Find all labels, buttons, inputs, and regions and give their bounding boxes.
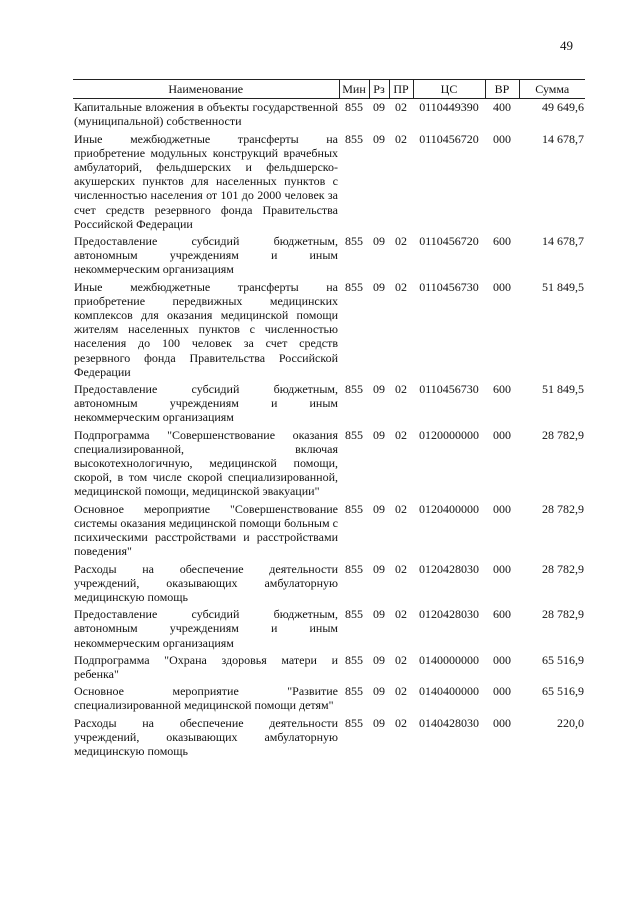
table-row — [73, 501, 585, 561]
table-row — [73, 606, 585, 652]
table-row — [73, 561, 585, 607]
cell-min: 855 — [345, 501, 363, 516]
cell-name: Иные межбюджетные трансферты на приобретение передвижных медицинских комплексов для оказания медицинской помощи жителям населенных пунктов с численностью населения до 100 человек за счет средств резервного фонда Правительства Российской Федерации — [74, 279, 338, 379]
header-name: Наименование — [73, 80, 339, 99]
header-sum: Сумма — [519, 80, 585, 99]
cell-min: 855 — [345, 684, 363, 699]
cell-rz: 09 — [373, 501, 385, 516]
cell-rz: 09 — [373, 382, 385, 397]
cell-cs: 0140400000 — [419, 684, 479, 699]
table-row — [73, 279, 585, 381]
cell-vr: 400 — [493, 100, 511, 115]
cell-vr: 000 — [493, 279, 511, 294]
cell-pr: 02 — [395, 501, 407, 516]
header-vr: ВР — [485, 80, 519, 99]
cell-vr: 600 — [493, 382, 511, 397]
cell-name: Иные межбюджетные трансферты на приобретение модульных конструкций врачебных амбулаторий, фельдшерских и фельдшерско-акушерских пунктов для населенных пунктов с численностью населения от 101 до 2000 человек за счет средств резервного фонда Правительства Российской Федерации — [74, 131, 338, 231]
cell-rz: 09 — [373, 234, 385, 249]
cell-cs: 0110456720 — [419, 234, 479, 249]
cell-cs: 0140428030 — [419, 715, 479, 730]
cell-min: 855 — [345, 100, 363, 115]
cell-name: Подпрограмма "Охрана здоровья матери и ребенка" — [74, 652, 338, 681]
cell-sum: 28 782,9 — [542, 427, 584, 442]
cell-name: Подпрограмма "Совершенствование оказания специализированной, включая высокотехнологичную, медицинской помощи, скорой, в том числе скорой специализированной, медицинской помощи, медицинской эвакуации" — [74, 427, 338, 499]
cell-name: Основное мероприятие "Совершенствование системы оказания медицинской помощи больным с психическими расстройствами и расстройствами поведения" — [74, 501, 338, 559]
table-header-row — [73, 80, 585, 99]
cell-cs: 0120000000 — [419, 427, 479, 442]
cell-min: 855 — [345, 561, 363, 576]
cell-vr: 600 — [493, 234, 511, 249]
cell-pr: 02 — [395, 652, 407, 667]
cell-sum: 28 782,9 — [542, 607, 584, 622]
cell-cs: 0110456730 — [419, 279, 479, 294]
cell-sum: 220,0 — [557, 715, 584, 730]
cell-pr: 02 — [395, 234, 407, 249]
cell-pr: 02 — [395, 279, 407, 294]
page-number: 49 — [560, 38, 573, 53]
cell-cs: 0120400000 — [419, 501, 479, 516]
cell-name: Расходы на обеспечение деятельности учреждений, оказывающих амбулаторную медицинскую помощь — [74, 715, 338, 758]
cell-sum: 28 782,9 — [542, 561, 584, 576]
cell-vr: 000 — [493, 652, 511, 667]
cell-vr: 600 — [493, 607, 511, 622]
table-row — [73, 233, 585, 279]
cell-sum: 14 678,7 — [542, 131, 584, 146]
cell-name: Предоставление субсидий бюджетным, автономным учреждениям и иным некоммерческим организациям — [74, 382, 338, 425]
table-row — [73, 427, 585, 501]
cell-pr: 02 — [395, 131, 407, 146]
budget-table — [73, 79, 585, 760]
cell-min: 855 — [345, 652, 363, 667]
cell-name: Предоставление субсидий бюджетным, автономным учреждениям и иным некоммерческим организациям — [74, 607, 338, 650]
cell-pr: 02 — [395, 561, 407, 576]
cell-rz: 09 — [373, 607, 385, 622]
cell-vr: 000 — [493, 501, 511, 516]
cell-vr: 000 — [493, 715, 511, 730]
table-row — [73, 652, 585, 683]
table-row — [73, 683, 585, 714]
cell-rz: 09 — [373, 684, 385, 699]
cell-cs: 0110456730 — [419, 382, 479, 397]
cell-cs: 0120428030 — [419, 607, 479, 622]
cell-cs: 0110456720 — [419, 131, 479, 146]
cell-rz: 09 — [373, 427, 385, 442]
header-rz: Рз — [369, 80, 389, 99]
cell-cs: 0110449390 — [419, 100, 479, 115]
cell-sum: 28 782,9 — [542, 501, 584, 516]
cell-cs: 0140000000 — [419, 652, 479, 667]
cell-min: 855 — [345, 607, 363, 622]
cell-rz: 09 — [373, 561, 385, 576]
cell-pr: 02 — [395, 607, 407, 622]
cell-vr: 000 — [493, 131, 511, 146]
cell-pr: 02 — [395, 427, 407, 442]
cell-vr: 000 — [493, 684, 511, 699]
table-row — [73, 715, 585, 761]
cell-name: Капитальные вложения в объекты государственной (муниципальной) собственности — [74, 100, 338, 129]
cell-name: Предоставление субсидий бюджетным, автономным учреждениям и иным некоммерческим организациям — [74, 234, 338, 277]
cell-sum: 65 516,9 — [542, 684, 584, 699]
cell-pr: 02 — [395, 715, 407, 730]
cell-vr: 000 — [493, 427, 511, 442]
cell-sum: 14 678,7 — [542, 234, 584, 249]
cell-pr: 02 — [395, 684, 407, 699]
cell-rz: 09 — [373, 131, 385, 146]
cell-rz: 09 — [373, 279, 385, 294]
cell-sum: 51 849,5 — [542, 382, 584, 397]
header-min: Мин — [339, 80, 369, 99]
cell-rz: 09 — [373, 715, 385, 730]
cell-min: 855 — [345, 131, 363, 146]
cell-min: 855 — [345, 382, 363, 397]
cell-pr: 02 — [395, 100, 407, 115]
cell-sum: 51 849,5 — [542, 279, 584, 294]
cell-rz: 09 — [373, 100, 385, 115]
cell-vr: 000 — [493, 561, 511, 576]
cell-pr: 02 — [395, 382, 407, 397]
table-row — [73, 131, 585, 233]
cell-min: 855 — [345, 715, 363, 730]
cell-sum: 49 649,6 — [542, 100, 584, 115]
header-pr: ПР — [389, 80, 413, 99]
cell-name: Основное мероприятие "Развитие специализированной медицинской помощи детям" — [74, 684, 338, 713]
table-row — [73, 381, 585, 427]
table-row — [73, 99, 585, 131]
header-cs: ЦС — [413, 80, 485, 99]
cell-cs: 0120428030 — [419, 561, 479, 576]
cell-rz: 09 — [373, 652, 385, 667]
cell-min: 855 — [345, 427, 363, 442]
cell-sum: 65 516,9 — [542, 652, 584, 667]
cell-name: Расходы на обеспечение деятельности учреждений, оказывающих амбулаторную медицинскую помощь — [74, 561, 338, 604]
cell-min: 855 — [345, 279, 363, 294]
cell-min: 855 — [345, 234, 363, 249]
